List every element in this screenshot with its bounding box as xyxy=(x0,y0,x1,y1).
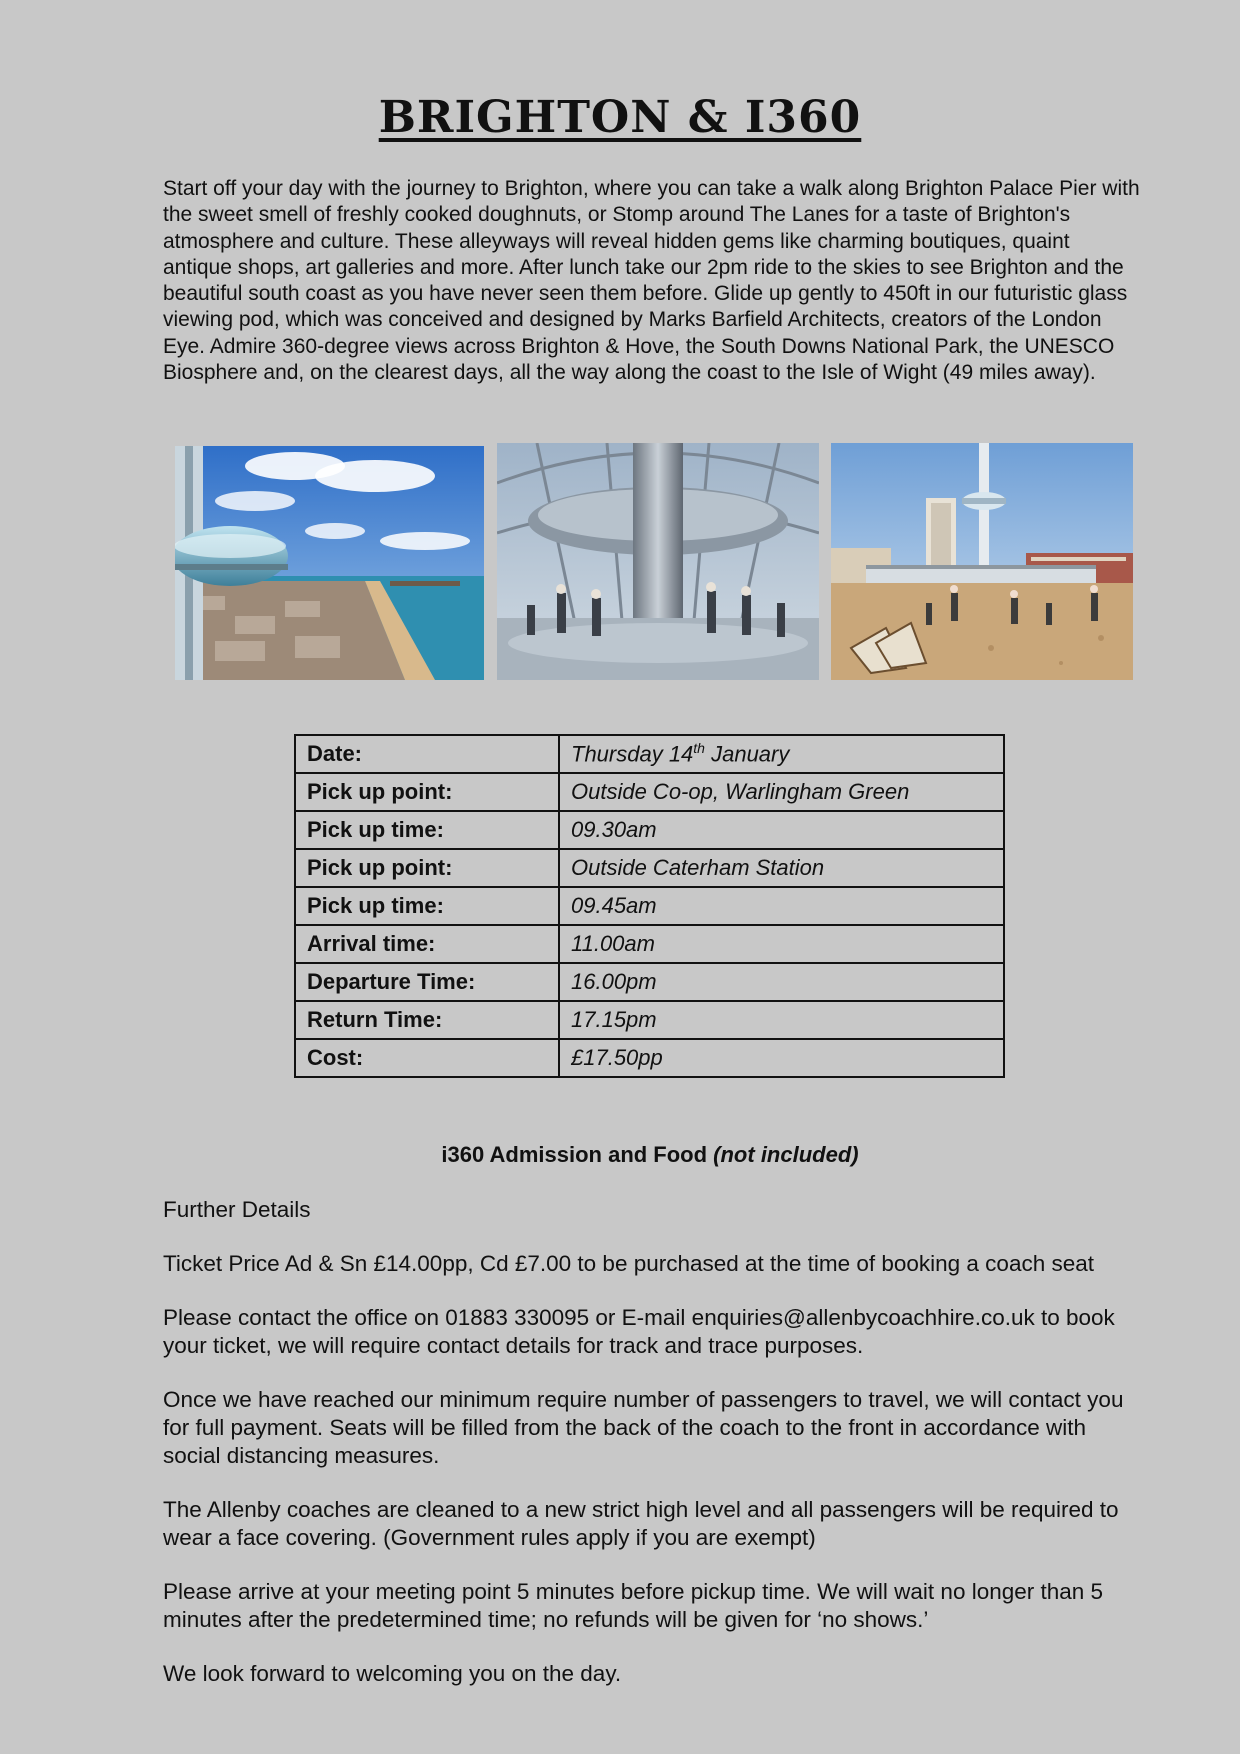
row-label: Pick up point: xyxy=(295,849,559,887)
details-paragraph: We look forward to welcoming you on the day. xyxy=(163,1661,622,1686)
row-label: Pick up point: xyxy=(295,773,559,811)
row-label: Arrival time: xyxy=(295,925,559,963)
row-value: 11.00am xyxy=(559,925,1004,963)
page-title: BRIGHTON & I360 xyxy=(378,92,862,143)
details-heading: Further Details xyxy=(163,1197,311,1222)
table-row xyxy=(295,735,1004,773)
row-value: 09.45am xyxy=(559,887,1004,925)
table-row xyxy=(295,887,1004,925)
table-row xyxy=(295,1039,1004,1077)
table-row xyxy=(295,849,1004,887)
photo-pod-interior xyxy=(497,443,819,680)
table-row xyxy=(295,1001,1004,1039)
row-value: 17.15pm xyxy=(559,1001,1004,1039)
details-paragraph: Please contact the office on 01883 330095 or E-mail enquiries@allenbycoachhire.co.uk to book your ticket, we will require contact details for track and trace purposes. xyxy=(163,1305,1115,1358)
row-label: Date: xyxy=(295,735,559,773)
table-row xyxy=(295,773,1004,811)
photo-aerial-seafront xyxy=(175,446,484,680)
row-value: 09.30am xyxy=(559,811,1004,849)
details-paragraph: Once we have reached our minimum require number of passengers to travel, we will contact you for full payment. Seats will be filled from the back of the coach to the front in accordance with social distancing measures. xyxy=(163,1387,1124,1468)
admission-note-emphasis: (not included) xyxy=(713,1142,859,1167)
row-label: Pick up time: xyxy=(295,887,559,925)
row-value: Thursday 14th January xyxy=(559,735,1004,773)
table-row xyxy=(295,963,1004,1001)
row-value: Outside Caterham Station xyxy=(559,849,1004,887)
table-row xyxy=(295,925,1004,963)
details-paragraph: Please arrive at your meeting point 5 minutes before pickup time. We will wait no longer than 5 minutes after the predetermined time; no refunds will be given for ‘no shows.’ xyxy=(163,1579,1104,1632)
row-label: Cost: xyxy=(295,1039,559,1077)
row-value: Outside Co-op, Warlingham Green xyxy=(559,773,1004,811)
admission-note xyxy=(0,1142,1240,1168)
details-paragraph: The Allenby coaches are cleaned to a new strict high level and all passengers will be required to wear a face covering. (Government rules apply if you are exempt) xyxy=(163,1497,1119,1550)
row-label: Return Time: xyxy=(295,1001,559,1039)
trip-schedule-table xyxy=(294,734,1005,1078)
admission-note-text: i360 Admission and Food xyxy=(441,1142,714,1167)
row-value: 16.00pm xyxy=(559,963,1004,1001)
photo-tower-beach xyxy=(831,443,1133,680)
further-details xyxy=(163,1196,1143,1714)
row-label: Pick up time: xyxy=(295,811,559,849)
row-label: Departure Time: xyxy=(295,963,559,1001)
details-paragraph: Ticket Price Ad & Sn £14.00pp, Cd £7.00 to be purchased at the time of booking a coach seat xyxy=(163,1251,1095,1276)
intro-paragraph: Start off your day with the journey to Brighton, where you can take a walk along Brighton Palace Pier with the sweet smell of freshly cooked doughnuts, or Stomp around The Lanes for a taste of Brighton's atmosphere and culture. These alleyways will reveal hidden gems like charming boutiques, quaint antique shops, art galleries and more. After lunch take our 2pm ride to the skies to see Brighton and the beautiful south coast as you have never seen them before. Glide up gently to 450ft in our futuristic glass viewing pod, which was conceived and designed by Marks Barfield Architects, creators of the London Eye. Admire 360-degree views across Brighton & Hove, the South Downs National Park, the UNESCO Biosphere and, on the clearest days, all the way along the coast to the Isle of Wight (49 miles away). xyxy=(163,177,1140,385)
row-value: £17.50pp xyxy=(559,1039,1004,1077)
table-row xyxy=(295,811,1004,849)
